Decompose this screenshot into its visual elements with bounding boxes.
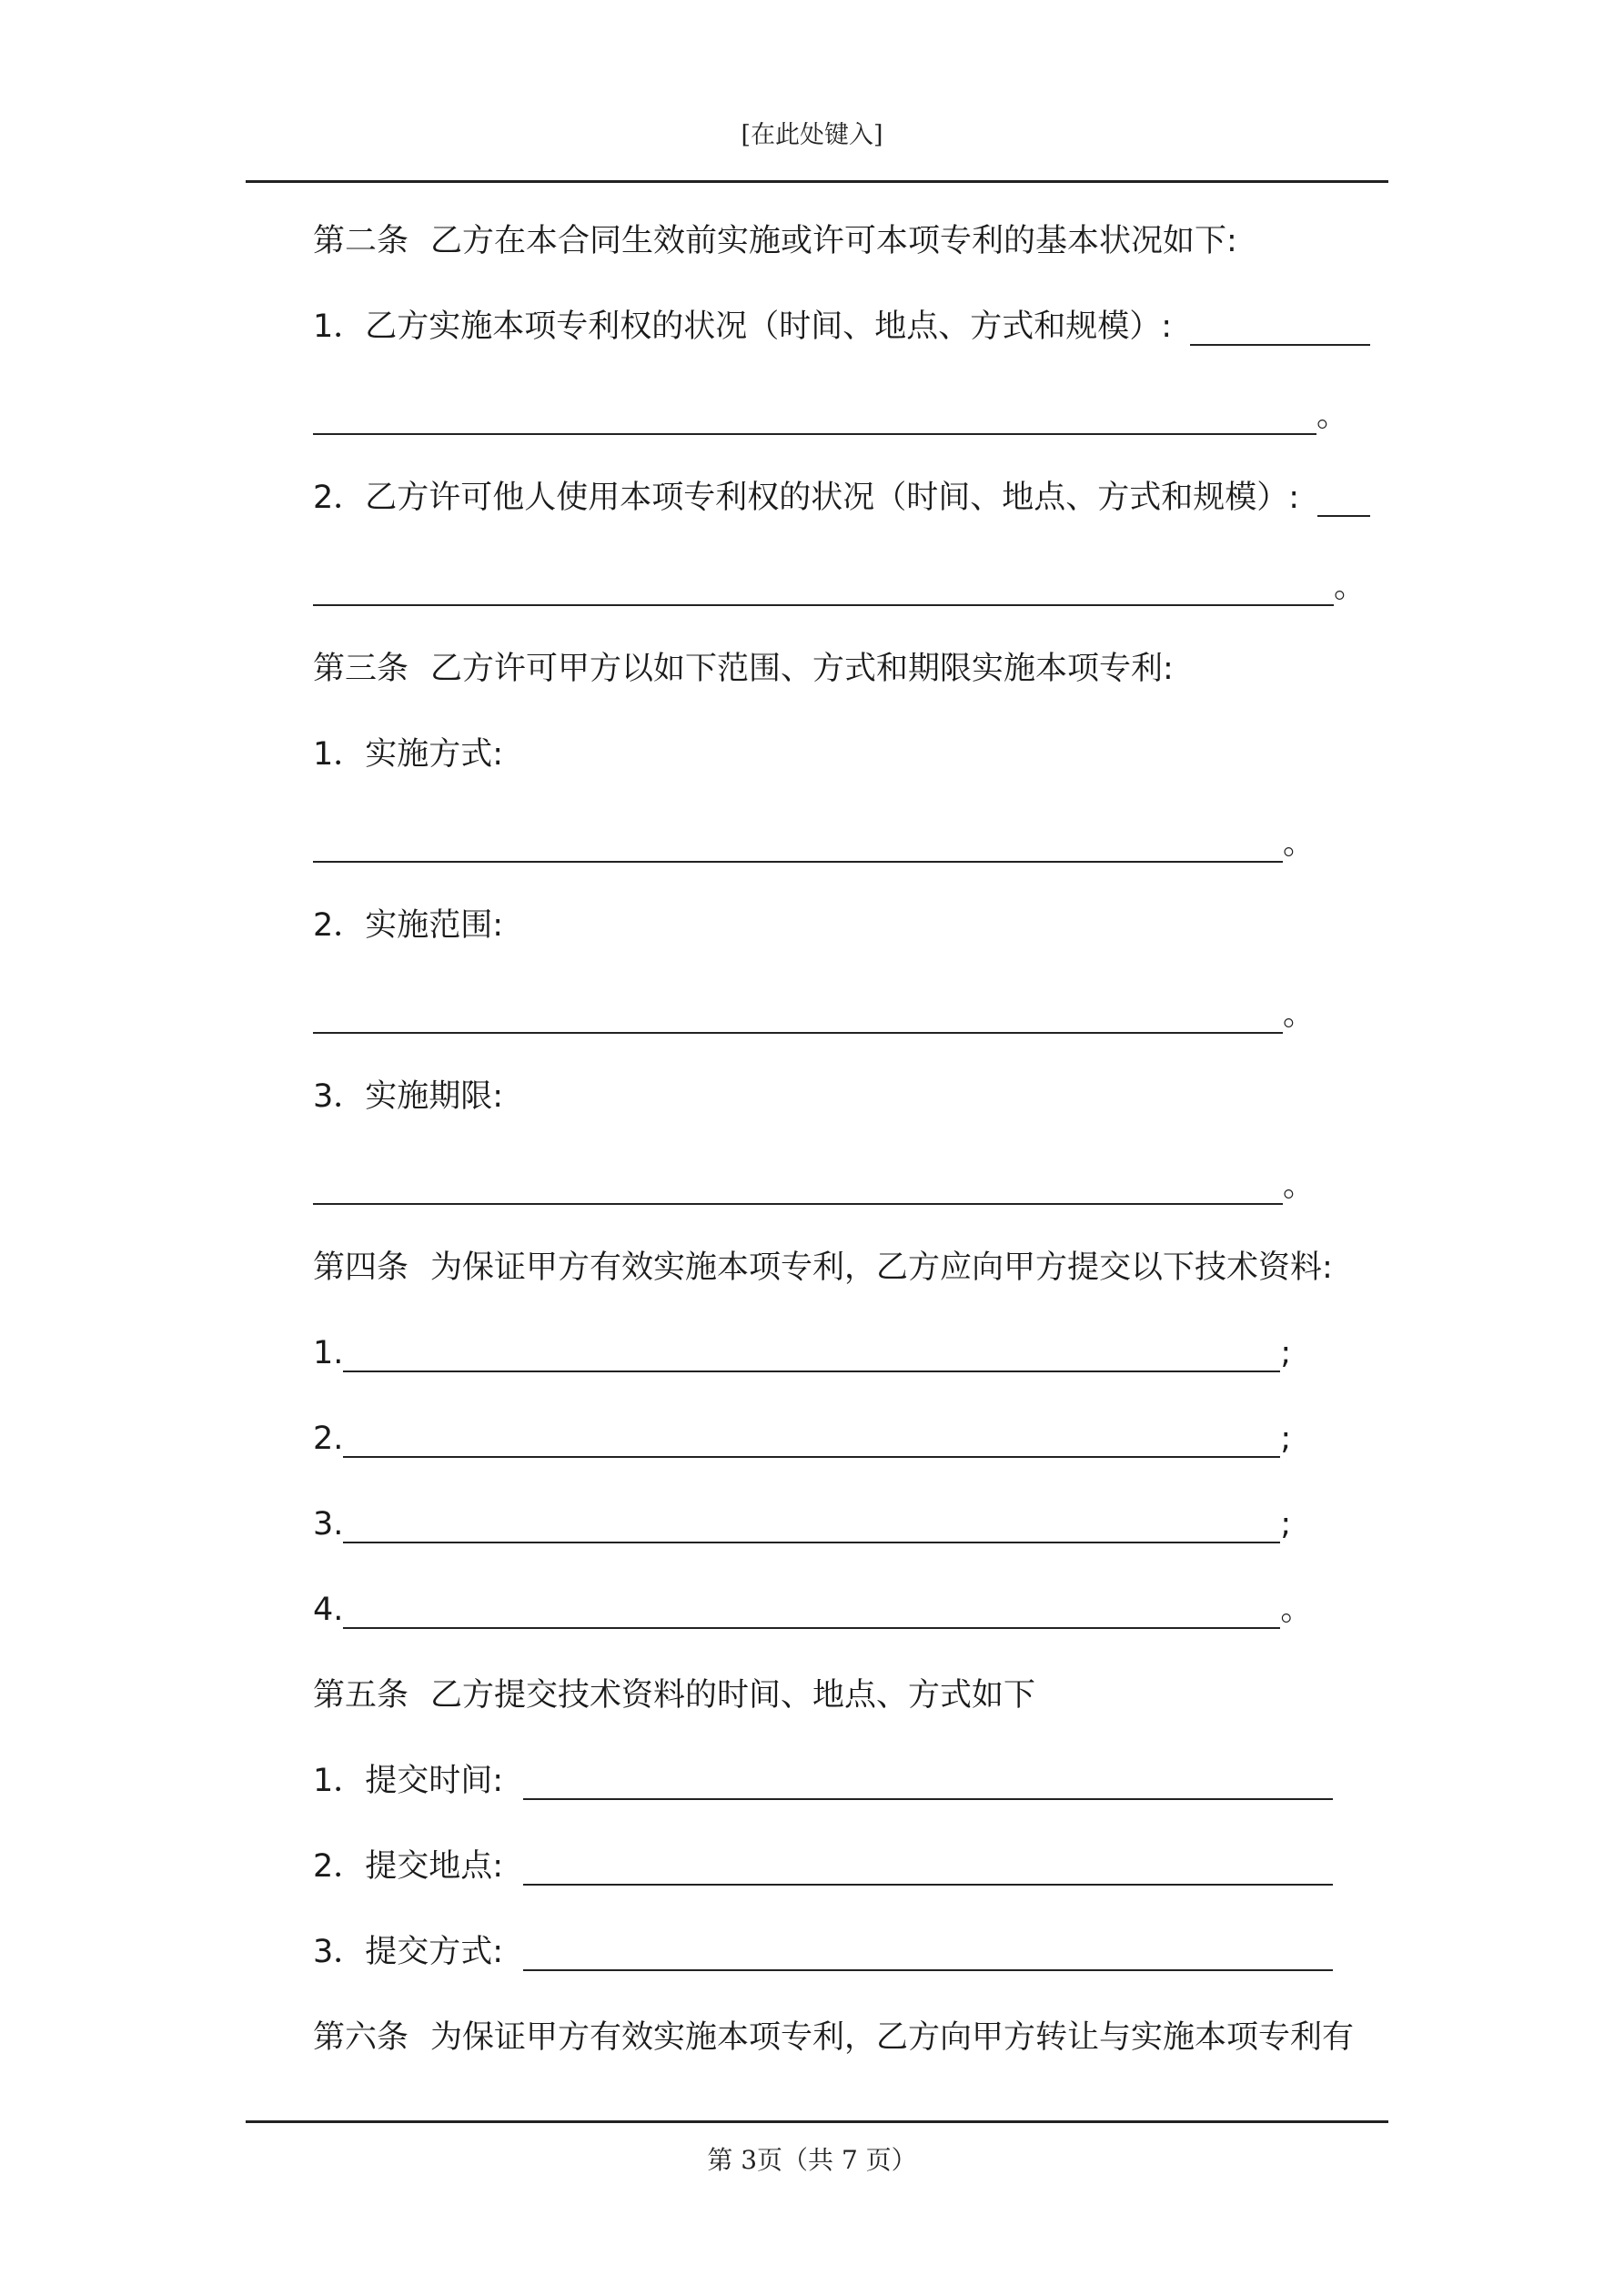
article-3-item-1-label: 1．实施方式: (313, 736, 504, 773)
article-2-item-1-label: 1．乙方实施本项专利权的状况（时间、地点、方式和规模）: (313, 308, 1173, 345)
article-2-item-2-label: 2．乙方许可他人使用本项专利权的状况（时间、地点、方式和规模）: (313, 480, 1300, 516)
article-4-text: 为保证甲方有效实施本项专利，乙方应向甲方提交以下技术资料: (430, 1249, 1333, 1286)
article-2-item-1-continuation (313, 391, 1348, 440)
article-3-item-1-field (313, 819, 1315, 868)
period-mark: 。 (1283, 996, 1316, 1033)
article-2-item-1-blank-start[interactable] (1190, 304, 1370, 346)
article-6-heading: 第六条 (313, 2019, 409, 2056)
article-2-item-2-blank-start[interactable] (1317, 475, 1370, 517)
semicolon-mark: ; (1280, 1335, 1292, 1371)
item-number: 1. (313, 1335, 344, 1371)
article-6-text: 为保证甲方有效实施本项专利，乙方向甲方转让与实施本项专利有 (430, 2019, 1355, 2056)
semicolon-mark: ; (1280, 1506, 1292, 1542)
article-2-item-1-blank-end[interactable] (313, 393, 1316, 435)
technical-material-1-blank[interactable] (343, 1330, 1280, 1372)
submission-method-label: 3．提交方式: (313, 1934, 504, 1970)
article-3-item-3-label: 3．实施期限: (313, 1078, 504, 1115)
article-5-item-2 (313, 1842, 1333, 1891)
technical-material-item-3 (313, 1500, 1291, 1549)
technical-material-item-4 (313, 1585, 1312, 1634)
article-4-intro (313, 1243, 1333, 1292)
article-3-item-3 (313, 1072, 503, 1121)
technical-material-3-blank[interactable] (343, 1502, 1280, 1543)
article-2-item-1 (313, 302, 1370, 351)
period-mark: 。 (1283, 825, 1316, 862)
article-5-text: 乙方提交技术资料的时间、地点、方式如下 (430, 1677, 1036, 1714)
implementation-scope-blank[interactable] (313, 992, 1283, 1034)
submission-place-blank[interactable] (523, 1844, 1333, 1886)
technical-material-item-1 (313, 1329, 1291, 1378)
page-footer: 第 3页（共 7 页） (707, 2145, 917, 2175)
article-2-intro (313, 217, 1237, 266)
item-number: 2. (313, 1421, 344, 1457)
header-rule (246, 180, 1388, 183)
article-2-heading: 第二条 (313, 223, 409, 259)
article-2-item-2-continuation (313, 562, 1366, 612)
period-mark: 。 (1316, 398, 1349, 434)
article-2-item-2-blank-end[interactable] (313, 564, 1334, 606)
article-5-intro (313, 1671, 1035, 1720)
period-mark: 。 (1334, 569, 1367, 605)
article-3-item-2-field (313, 990, 1315, 1039)
period-mark: 。 (1283, 1168, 1316, 1204)
submission-place-label: 2．提交地点: (313, 1848, 504, 1885)
article-3-item-1 (313, 730, 503, 779)
footer-rule (246, 2120, 1388, 2123)
article-5-heading: 第五条 (313, 1677, 409, 1714)
item-number: 3. (313, 1506, 344, 1542)
article-6-intro (313, 2013, 1354, 2062)
implementation-term-blank[interactable] (313, 1163, 1283, 1205)
submission-time-label: 1．提交时间: (313, 1763, 504, 1799)
technical-material-2-blank[interactable] (343, 1416, 1280, 1458)
article-3-item-2 (313, 901, 503, 950)
article-4-heading: 第四条 (313, 1249, 409, 1286)
article-3-text: 乙方许可甲方以如下范围、方式和期限实施本项专利: (430, 651, 1174, 687)
item-number: 4. (313, 1592, 344, 1628)
article-2-text: 乙方在本合同生效前实施或许可本项专利的基本状况如下: (430, 223, 1237, 259)
page-header: [在此处键入] (741, 121, 883, 149)
technical-material-4-blank[interactable] (343, 1587, 1280, 1629)
article-5-item-1 (313, 1756, 1333, 1805)
article-3-item-2-label: 2．实施范围: (313, 907, 504, 944)
submission-method-blank[interactable] (523, 1929, 1333, 1971)
semicolon-mark: ; (1280, 1421, 1292, 1457)
article-3-item-3-field (313, 1161, 1315, 1210)
article-2-item-2 (313, 473, 1370, 522)
article-3-heading: 第三条 (313, 651, 409, 687)
article-3-intro (313, 644, 1174, 693)
implementation-method-blank[interactable] (313, 821, 1283, 863)
period-mark: 。 (1280, 1592, 1313, 1628)
submission-time-blank[interactable] (523, 1758, 1333, 1800)
article-5-item-3 (313, 1927, 1333, 1977)
technical-material-item-2 (313, 1414, 1291, 1463)
